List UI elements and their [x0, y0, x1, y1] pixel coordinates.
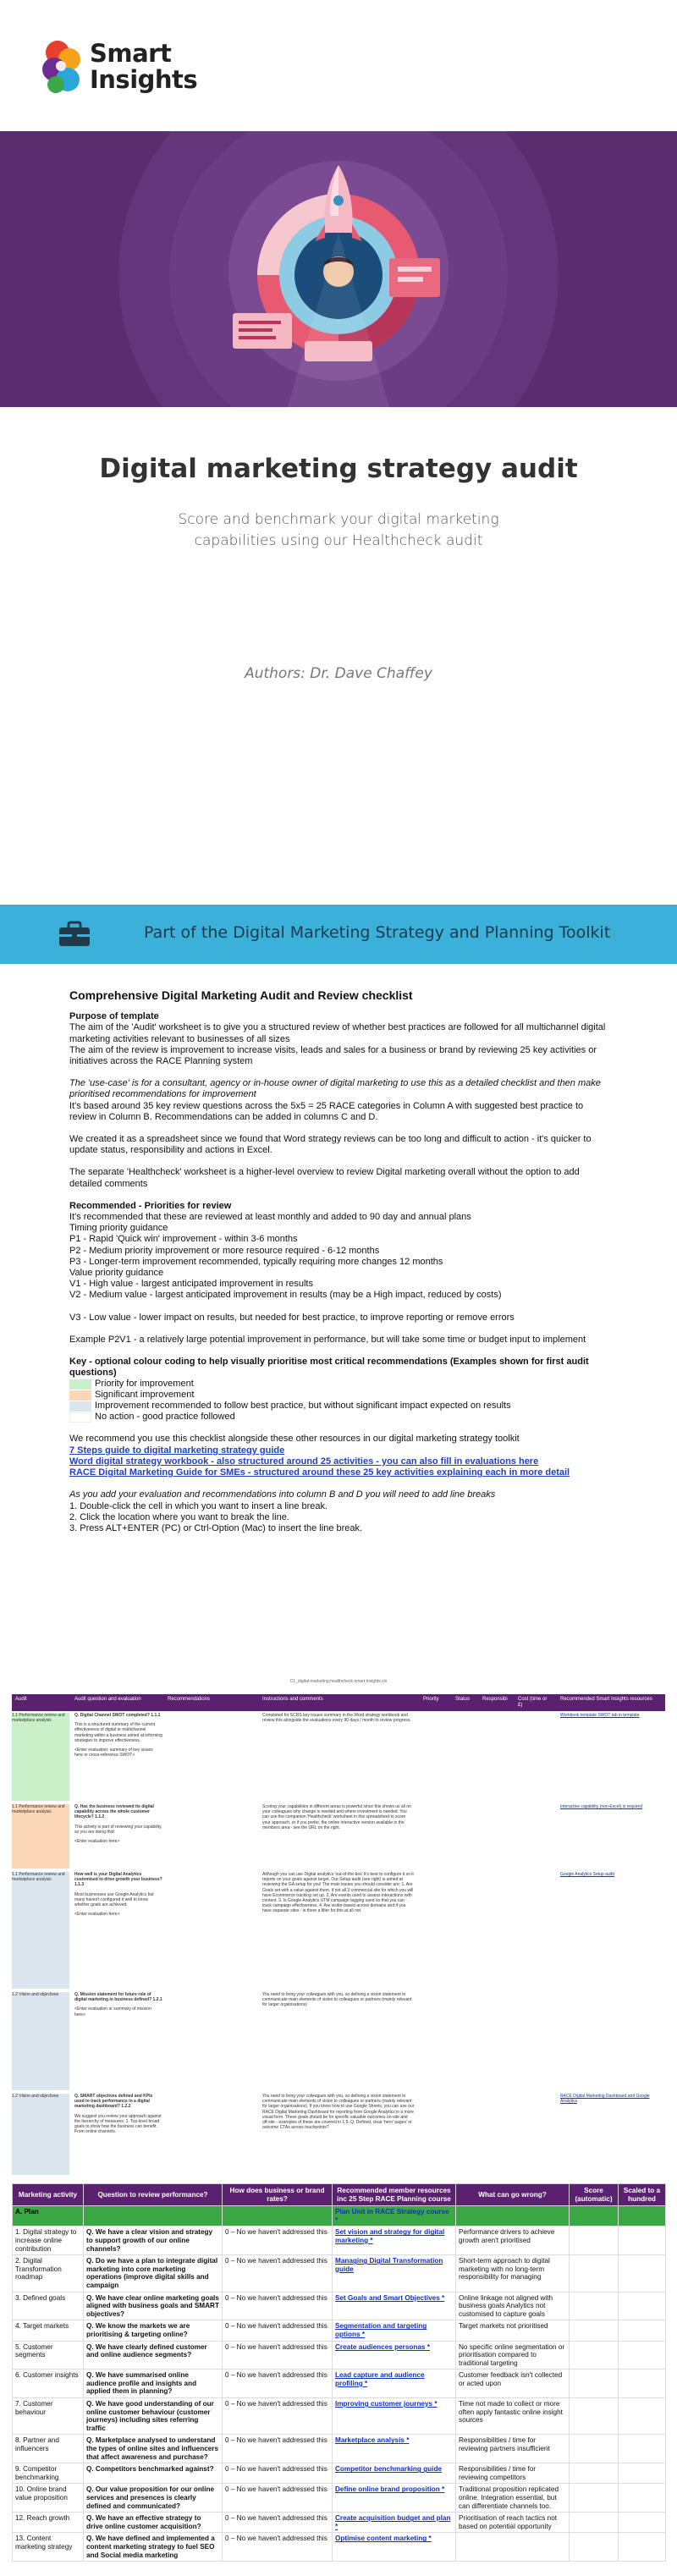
- sheet-cell-question: [74, 1872, 162, 1989]
- recommended-heading: Recommended - Priorities for review: [69, 1200, 232, 1211]
- question-cell: Q. We have clearly defined customer and online audience segments?: [84, 2341, 223, 2370]
- what-can-go-wrong-cell: [456, 2533, 570, 2562]
- purpose-heading: Purpose of template: [69, 1011, 159, 1022]
- section-row-plan: [13, 2206, 666, 2226]
- activity-cell: 13. Content marketing strategy: [13, 2533, 84, 2562]
- key-label-2: Significant improvement: [95, 1390, 195, 1401]
- resource-link[interactable]: Set vision and strategy for digital marketing *: [333, 2226, 456, 2255]
- activity-cell: 8. Partner and influencers: [13, 2435, 84, 2463]
- sheet-header-question: Audit question and evaluation: [74, 1697, 141, 1702]
- sheet-question-detail: We suggest you review your approach against the hierarchy of measures: 1. Top-level broad goals to show how the business can benefit. From online channels.: [74, 2113, 162, 2135]
- what-can-go-wrong-cell: Prioritisation of reach tactics not based on potential opportunity: [456, 2513, 570, 2533]
- what-can-go-wrong-cell: Responsibilities / time for reviewing competitors: [456, 2463, 570, 2484]
- healthcheck-text: The separate 'Healthcheck' worksheet is a higher-level overview to review Digital marketing overall without the option to add detailed comments: [69, 1167, 580, 1189]
- sheet-header-priority: Priority: [423, 1697, 439, 1702]
- scaled-cell: [619, 2398, 666, 2435]
- audit-worksheet-header: [12, 1694, 665, 1711]
- sheet-question-detail: Most businesses use Google Analytics but many haven't configured it well to know whether goals are achieved.: [74, 1891, 154, 1908]
- rating-select[interactable]: 0 – No we haven't addressed this: [223, 2292, 333, 2320]
- sheet-header-instructions: Instructions and comments: [262, 1697, 323, 1702]
- sheet-header-audit: Audit: [15, 1697, 27, 1702]
- question-cell: Q. We have defined and implemented a content marketing strategy to fuel SEO and Social media marketing: [84, 2533, 223, 2562]
- sheet-cell-resource[interactable]: Workbook template SWOT tab in template: [560, 1713, 640, 1718]
- resource-link[interactable]: Optimise content marketing *: [333, 2533, 456, 2562]
- resource-link[interactable]: Set Goals and Smart Objectives *: [333, 2292, 456, 2320]
- rating-select[interactable]: 0 – No we haven't addressed this: [223, 2398, 333, 2435]
- score-cell: [570, 2320, 619, 2341]
- sheet-header-cost: Cost (time or £): [518, 1697, 548, 1708]
- table-row: [13, 2255, 666, 2292]
- col-header-rating: How does business or brand rates?: [223, 2184, 333, 2206]
- sheet-row: [12, 1711, 665, 1803]
- activity-cell: 7. Customer behaviour: [13, 2398, 84, 2435]
- table-row: [13, 2320, 666, 2341]
- sheet-question-question: Q. SMART objectives defined and KPIs used to track performance in a digital marketing dashboard? 1.2.2: [74, 2094, 153, 2110]
- sheet-question-detail: This is a structured summary of the current effectiveness of digital or multichannel marketing within a business aimed at informing strategies to improve effectiveness.: [74, 1722, 162, 1743]
- question-cell: Q. Do we have a plan to integrate digital marketing into core marketing operations (improve digital skills and campaign: [84, 2255, 223, 2292]
- hero-illustration: [0, 131, 677, 407]
- score-cell: [570, 2226, 619, 2255]
- recommended-line-2: Timing priority guidance: [69, 1223, 168, 1234]
- scaled-cell: [619, 2226, 666, 2255]
- rating-select[interactable]: 0 – No we haven't addressed this: [223, 2255, 333, 2292]
- score-cell: [570, 2341, 619, 2370]
- col-header-scaled: Scaled to a hundred: [619, 2184, 666, 2206]
- what-can-go-wrong-cell: Short-term approach to digital marketing with no long-term responsibility for managing: [456, 2255, 570, 2292]
- question-cell: Q. We know the markets we are prioritising & targeting online?: [84, 2320, 223, 2341]
- key-swatch-orange: [69, 1390, 91, 1401]
- question-cell: Q. We have a clear vision and strategy to support growth of our online channels?: [84, 2226, 223, 2255]
- sheet-cell-question: [74, 2094, 162, 2175]
- question-cell: Q. We have good understanding of our online customer behaviour (customer journeys) including sites referring traffic: [84, 2398, 223, 2435]
- key-swatch-white: [69, 1412, 91, 1423]
- sheet-question-question: Q. Mission statement for future role of digital marketing in business defined? 1.2.1: [74, 1992, 162, 2003]
- activity-cell: 5. Customer segments: [13, 2341, 84, 2370]
- briefcase-icon: [58, 921, 91, 948]
- activity-cell: 3. Defined goals: [13, 2292, 84, 2320]
- rating-select[interactable]: 0 – No we haven't addressed this: [223, 2463, 333, 2484]
- activity-cell: 4. Target markets: [13, 2320, 84, 2341]
- score-cell: [570, 2398, 619, 2435]
- rating-select[interactable]: 0 – No we haven't addressed this: [223, 2370, 333, 2398]
- cover-authors: Authors: Dr. Dave Chaffey: [245, 665, 432, 682]
- scaled-cell: [619, 2533, 666, 2562]
- line-breaks-intro: As you add your evaluation and recommendations into column B and D you will need to add line breaks: [69, 1489, 496, 1500]
- smart-insights-logo: [41, 37, 210, 96]
- recommended-line-6: Value priority guidance: [69, 1268, 164, 1279]
- what-can-go-wrong-cell: Performance drivers to achieve growth aren't prioritised: [456, 2226, 570, 2255]
- sheet-question-eval: <Enter evaluation here>: [74, 1912, 120, 1918]
- rating-select[interactable]: 0 – No we haven't addressed this: [223, 2320, 333, 2341]
- logo-wordmark: [90, 41, 197, 93]
- sheet-cell-question: [74, 1713, 162, 1801]
- resource-link[interactable]: Managing Digital Transformation guide: [333, 2255, 456, 2292]
- sheet-cell-area: 1.1 Performance review and marketplace analysis: [12, 1804, 69, 1869]
- logo-mark-icon: [41, 37, 88, 98]
- scaled-cell: [619, 2370, 666, 2398]
- resource-link-2[interactable]: Word digital strategy workbook - also structured around 25 activities - you can also fill in evaluations here: [69, 1456, 539, 1467]
- table-row: [13, 2292, 666, 2320]
- recommended-line-3: P1 - Rapid 'Quick win' improvement - within 3-6 months: [69, 1234, 298, 1245]
- resource-link[interactable]: Competitor benchmarking guide: [333, 2463, 456, 2484]
- col-header-question: Question to review performance?: [84, 2184, 223, 2206]
- line-break-step-2: 2. Click the location where you want to break the line.: [69, 1511, 289, 1522]
- sheet-cell-resource[interactable]: RACE Digital Marketing Dashboard and Google Analytics: [560, 2094, 650, 2105]
- sheet-question-detail: <Enter evaluation or summary of mission here>: [74, 2006, 151, 2017]
- sheet-cell-question: [74, 1804, 162, 1869]
- rocket-illustration-icon: [0, 131, 677, 407]
- sheet-header-resources: Recommended Smart Insights resources: [560, 1697, 652, 1702]
- scaled-cell: [619, 2435, 666, 2463]
- recommended-line-1: It's recommended that these are reviewed at least monthly and added to 90 day and annual plans: [69, 1212, 471, 1223]
- use-case-text: The 'use-case' is for a consultant, agency or in-house owner of digital marketing to use this as a detailed checklist and then make prioritised recommendations for improvement: [69, 1078, 601, 1100]
- question-cell: Q. Marketplace analysed to understand the types of online sites and influencers that affect awareness and purchase?: [84, 2435, 223, 2463]
- score-cell: [570, 2292, 619, 2320]
- sheet-cell-instructions: Although you can use Digital analytics 'out-of-the-box' it's best to configure it so it reports on your goals against target. Our Setup audit (see right) is aimed at reviewing the GA setup for you! The main issues you should consider are: 1. Are Goals set with a value against them, if not all 3 commercial site for which you will have Ecommerce tracking set up. 2. Are events used to assess interactions with content. 3. Is Google Analytics UTM campaign tagging used so that you can track campaign effectiveness. 4. Are visitor-based across domains and if you have separate sites - is there a filter for this at all not.: [262, 1872, 414, 1914]
- key-swatch-blue: [69, 1401, 91, 1412]
- based-on-text: It's based around 35 key review questions across the 5x5 = 25 RACE categories in Column A with suggested best practice to review in Column B. Recommendations can be added in columns C and D.: [69, 1100, 584, 1122]
- logo-line-2: Insights: [90, 65, 198, 94]
- sheet-cell-area: 1.2 Vision and objectives: [12, 2094, 69, 2175]
- sheet-row: [12, 1803, 665, 1870]
- what-can-go-wrong-cell: Time not made to collect or more often apply fantastic online insight sources: [456, 2398, 570, 2435]
- resource-link[interactable]: Create audiences personas *: [333, 2341, 456, 2370]
- cover-subtitle: Score and benchmark your digital marketing capabilities using our Healthcheck audit: [178, 511, 499, 549]
- resource-link-3[interactable]: RACE Digital Marketing Guide for SMEs - structured around these 25 key activities explaining each in more detail: [69, 1467, 570, 1478]
- resource-link-1[interactable]: 7 Steps guide to digital marketing strategy guide: [69, 1445, 285, 1456]
- section-link[interactable]: Plan Unit in RACE Strategy course *: [333, 2206, 456, 2226]
- sheet-question-question: Q. Has the business reviewed its digital capability across the whole customer lifecycle? 1.1.2: [74, 1804, 154, 1820]
- rating-select[interactable]: 0 – No we haven't addressed this: [223, 2484, 333, 2513]
- score-cell: [570, 2463, 619, 2484]
- checklist-document: [69, 990, 611, 1534]
- resource-link[interactable]: Segmentation and targeting options *: [333, 2320, 456, 2341]
- audit-worksheet-preview: [12, 1694, 665, 2177]
- table-row: [13, 2370, 666, 2398]
- activity-cell: 9. Competitor benchmarking: [13, 2463, 84, 2484]
- activity-cell: 10. Online brand value proposition: [13, 2484, 84, 2513]
- sheet-header-status: Status: [455, 1697, 471, 1702]
- line-break-step-1: 1. Double-click the cell in which you want to insert a line break.: [69, 1500, 328, 1511]
- activity-cell: 2. Digital Transformation roadmap: [13, 2255, 84, 2292]
- recommended-line-8: V2 - Medium value - largest anticipated improvement in results (may be a High impact, reduced by costs): [69, 1290, 502, 1301]
- key-row-priority: [69, 1379, 611, 1390]
- what-can-go-wrong-cell: Online linkage not aligned with business goals Analytics not customised to capture goals: [456, 2292, 570, 2320]
- resource-link[interactable]: Define online brand proposition *: [333, 2484, 456, 2513]
- scaled-cell: [619, 2255, 666, 2292]
- sheet-cell-resource[interactable]: Google Analytics Setup audit: [560, 1872, 614, 1877]
- key-swatch-green: [69, 1379, 91, 1390]
- key-label-3: Improvement recommended to follow best practice, but without significant impact expected on results: [95, 1401, 511, 1412]
- sheet-header-responsibility: Responsibi: [482, 1697, 508, 1702]
- table-row: [13, 2226, 666, 2255]
- score-cell: [570, 2435, 619, 2463]
- question-cell: Q. We have clear online marketing goals aligned with business goals and SMART objectives?: [84, 2292, 223, 2320]
- what-can-go-wrong-cell: Target markets not prioritised: [456, 2320, 570, 2341]
- score-cell: [570, 2255, 619, 2292]
- scaled-cell: [619, 2513, 666, 2533]
- score-cell: [570, 2533, 619, 2562]
- sheet-question-question: How well is your Digital Analytics customised to drive growth your business? 1.1.3: [74, 1872, 162, 1888]
- sheet-cell-area: 1.2 Vision and objectives: [12, 1992, 69, 2090]
- table-row: [13, 2484, 666, 2513]
- cover-title: Digital marketing strategy audit: [99, 454, 578, 484]
- rating-select[interactable]: 0 – No we haven't addressed this: [223, 2435, 333, 2463]
- scaled-cell: [619, 2463, 666, 2484]
- purpose-text-1: The aim of the 'Audit' worksheet is to give you a structured review of whether best practices are followed for all multichannel digital marketing activities relevant to businesses of all sizes: [69, 1022, 606, 1044]
- sheet-row: [12, 1990, 665, 2092]
- col-header-activity: Marketing activity: [13, 2184, 84, 2206]
- question-cell: Q. We have summarised online audience profile and insights and applied them in planning?: [84, 2370, 223, 2398]
- rating-select[interactable]: 0 – No we haven't addressed this: [223, 2226, 333, 2255]
- rating-select[interactable]: 0 – No we haven't addressed this: [223, 2533, 333, 2562]
- score-cell: [570, 2513, 619, 2533]
- table-row: [13, 2463, 666, 2484]
- sheet-cell-area: 1.1 Performance review and marketplace analysis: [12, 1713, 69, 1801]
- sheet-cell-instructions: Scoring your capabilities in different areas is powerful since this shows us all on your colleagues why change is needed and where investment is needed. You can use the companion 'Healthcheck' worksheet in this spreadsheet to score your approach, or if you prefer, the online interactive version available in the members area - see the URL on the right.: [262, 1804, 411, 1830]
- table-row: [13, 2435, 666, 2463]
- sheet-cell-instructions: Completed for SCRS key issues summary in the Word strategy workbook and review this alongside the evaluations every 90 days / month to review progress.: [262, 1713, 411, 1724]
- purpose-text-2: The aim of the review is improvement to increase visits, leads and sales for a business or brand by reviewing 25 key activities or initiatives across the RACE Planning system: [69, 1044, 597, 1067]
- col-header-resources: Recommended member resources inc 25 Step RACE Planning course: [333, 2184, 456, 2206]
- score-cell: [570, 2484, 619, 2513]
- sheet-cell-question: [74, 1992, 162, 2090]
- line-break-step-3: 3. Press ALT+ENTER (PC) or Ctrl-Option (Mac) to insert the line break.: [69, 1522, 363, 1533]
- key-heading: Key - optional colour coding to help visually prioritise most critical recommendations (Examples shown for first audit questions): [69, 1357, 589, 1379]
- sheet-question-eval: <Enter evaluation: summary of key issues here or cross-reference SWOT>: [74, 1748, 153, 1759]
- what-can-go-wrong-cell: Responsibilities / time for reviewing partners insufficient: [456, 2435, 570, 2463]
- sheet-cell-resource[interactable]: [560, 1992, 665, 2090]
- col-header-wrong: What can go wrong?: [456, 2184, 570, 2206]
- key-row-improvement: [69, 1401, 611, 1412]
- resource-link[interactable]: Marketplace analysis *: [333, 2435, 456, 2463]
- activity-cell: 6. Customer insights: [13, 2370, 84, 2398]
- logo-line-1: Smart: [90, 39, 172, 68]
- activity-cell: 12. Reach growth: [13, 2513, 84, 2533]
- activity-cell: 1. Digital strategy to increase online contribution: [13, 2226, 84, 2255]
- example-text: Example P2V1 - a relatively large potential improvement in performance, but will take some time or budget input to implement: [69, 1334, 586, 1345]
- resource-link[interactable]: Create acquisition budget and plan *: [333, 2513, 456, 2533]
- sheet-header-recommendations: Recommendations: [168, 1697, 211, 1702]
- table-row: [13, 2398, 666, 2435]
- recommended-line-9: V3 - Low value - lower impact on results, but needed for best practice, to improve reporting or remove errors: [69, 1312, 515, 1323]
- toolkit-banner: [0, 905, 677, 964]
- sheet-question-question: Q. Digital Channel SWOT completed? 1.1.1: [74, 1713, 161, 1718]
- sheet-row: [12, 1870, 665, 1990]
- healthcheck-table-header: [13, 2184, 666, 2206]
- sheet-cell-instructions: You need to bring your colleagues with you, so defining a vision statement to communicate main elements of vision to colleagues or partners (mainly relevant for larger organisations): [262, 1992, 412, 2008]
- recommended-line-4: P2 - Medium priority improvement or more resource required - 6-12 months: [69, 1245, 380, 1256]
- spreadsheet-text: We created it as a spreadsheet since we found that Word strategy reviews can be too long and difficult to action - it's quicker to update status, responsibility and actions in Excel.: [69, 1134, 592, 1156]
- sheet-cell-area: 1.1 Performance review and marketplace analysis: [12, 1872, 69, 1989]
- key-row-no-action: [69, 1412, 611, 1423]
- sheet-cell-instructions: You need to bring your colleagues with you, so defining a vision statement to communicate main elements of vision to colleagues or partners (mainly relevant for larger organisations). If you know how to use Google Sheets, you can use our RACE Digital Marketing Dashboard for reporting from Google Analytics in a more visual form. These goals should be for specific valuable outcomes on-site and off-site - examples of these are covered in 1.5. Q. Defined, clear 'hero' pages' or outcome CTAs across touchpoints?: [262, 2094, 415, 2131]
- scaled-cell: [619, 2484, 666, 2513]
- table-row: [13, 2513, 666, 2533]
- resource-link[interactable]: Lead capture and audience profiling *: [333, 2370, 456, 2398]
- section-label: A. Plan: [13, 2206, 84, 2226]
- col-header-score: Score (automatic): [570, 2184, 619, 2206]
- scaled-cell: [619, 2341, 666, 2370]
- healthcheck-table: [12, 2183, 666, 2562]
- what-can-go-wrong-cell: No specific online segmentation or prioritisation compared to traditional targeting: [456, 2341, 570, 2370]
- sheet-caption: C1_digital-marketing-healthcheck-smart-insights.xls: [289, 1679, 388, 1684]
- sheet-question-detail: This activity is part of reviewing your capability, so you are doing this!: [74, 1824, 162, 1835]
- recommended-line-5: P3 - Longer-term improvement recommended, typically requiring more changes 12 months: [69, 1256, 443, 1267]
- resource-link[interactable]: Improving customer journeys *: [333, 2398, 456, 2435]
- question-cell: Q. We have an effective strategy to drive online customer acquisition?: [84, 2513, 223, 2533]
- resources-intro: We recommend you use this checklist alongside these other resources in our digital marketing strategy toolkit: [69, 1434, 520, 1445]
- rating-select[interactable]: 0 – No we haven't addressed this: [223, 2513, 333, 2533]
- sheet-cell-resource[interactable]: Interactive capability (non-Excel) is required: [560, 1804, 642, 1809]
- key-label-1: Priority for improvement: [95, 1379, 194, 1390]
- document-title: Comprehensive Digital Marketing Audit and Review checklist: [69, 988, 413, 1002]
- question-cell: Q. Our value proposition for our online services and presences is clearly defined and communicated?: [84, 2484, 223, 2513]
- recommended-line-7: V1 - High value - largest anticipated improvement in results: [69, 1279, 313, 1290]
- scaled-cell: [619, 2292, 666, 2320]
- table-row: [13, 2533, 666, 2562]
- question-cell: Q. Competitors benchmarked against?: [84, 2463, 223, 2484]
- key-row-significant: [69, 1390, 611, 1401]
- scaled-cell: [619, 2320, 666, 2341]
- rating-select[interactable]: 0 – No we haven't addressed this: [223, 2341, 333, 2370]
- sheet-row: [12, 2092, 665, 2177]
- score-cell: [570, 2370, 619, 2398]
- sheet-question-eval: <Enter evaluation here>: [74, 1839, 120, 1845]
- table-row: [13, 2341, 666, 2370]
- key-label-4: No action - good practice followed: [95, 1412, 235, 1423]
- toolkit-banner-text: Part of the Digital Marketing Strategy and Planning Toolkit: [144, 923, 611, 942]
- what-can-go-wrong-cell: Customer feedback isn't collected or acted upon: [456, 2370, 570, 2398]
- what-can-go-wrong-cell: Traditional proposition replicated online. Integration essential, but can differentiate channels too.: [456, 2484, 570, 2513]
